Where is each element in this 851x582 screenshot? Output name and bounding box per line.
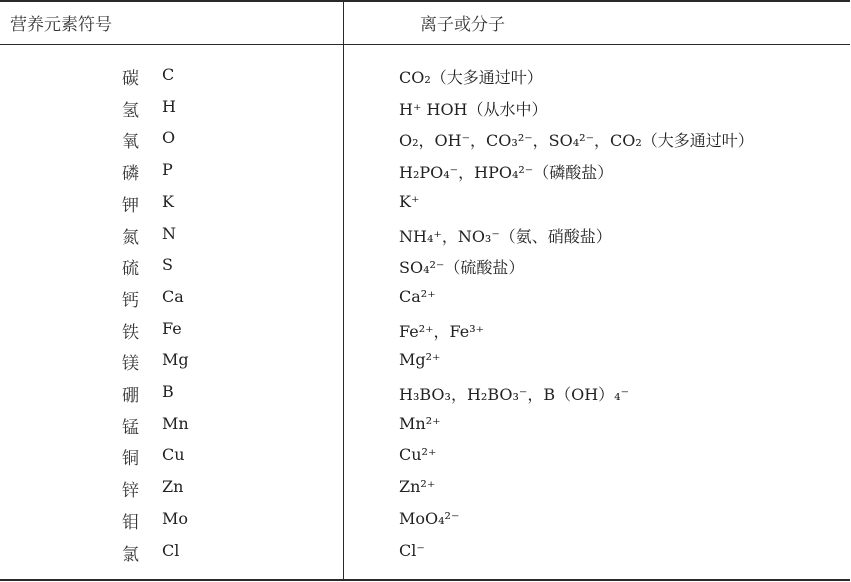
element-chinese-name: 氮 (122, 227, 139, 248)
ion-or-molecule: MoO₄²⁻ (399, 508, 460, 528)
ion-or-molecule: Ca²⁺ (399, 286, 436, 306)
element-symbol: B (162, 382, 174, 401)
element-symbol: Cl (162, 540, 180, 560)
element-chinese-name: 硼 (122, 386, 139, 406)
table-row (0, 536, 850, 567)
table-row (0, 219, 850, 250)
table-row (0, 123, 850, 154)
table-row (0, 504, 850, 535)
ion-or-molecule: SO₄²⁻（硫酸盐） (399, 258, 525, 278)
element-symbol: Cu (162, 445, 185, 465)
header-species: 离子或分子 (420, 15, 505, 35)
ion-or-molecule: O₂，OH⁻，CO₃²⁻，SO₄²⁻，CO₂（大多通过叶） (399, 131, 754, 151)
header-element: 营养元素符号 (10, 15, 112, 35)
table-row (0, 250, 850, 281)
header-divider (0, 44, 850, 45)
table-row (0, 314, 850, 345)
element-chinese-name: 铜 (122, 449, 139, 470)
element-chinese-name: 氧 (122, 132, 139, 153)
element-symbol: O (162, 128, 176, 148)
table-row (0, 345, 850, 376)
table-row (0, 92, 850, 123)
element-symbol: C (162, 65, 175, 84)
element-symbol: Fe (162, 318, 182, 338)
element-chinese-name: 磷 (122, 164, 139, 185)
ion-or-molecule: Zn²⁺ (399, 477, 436, 497)
element-symbol: Zn (162, 477, 184, 497)
table-row (0, 155, 850, 186)
ion-or-molecule: Fe²⁺，Fe³⁺ (399, 321, 485, 341)
element-symbol: S (162, 255, 173, 275)
element-symbol: H (162, 96, 176, 116)
element-chinese-name: 镁 (122, 354, 139, 375)
ion-or-molecule: Mg²⁺ (399, 350, 441, 370)
element-symbol: Ca (162, 286, 184, 306)
element-symbol: P (162, 160, 173, 180)
element-symbol: Mo (162, 508, 189, 528)
ion-or-molecule: NH₄⁺，NO₃⁻（氨、硝酸盐） (399, 226, 612, 246)
ion-or-molecule: K⁺ (399, 191, 420, 211)
element-chinese-name: 锰 (122, 417, 139, 438)
ion-or-molecule: Cl⁻ (399, 540, 425, 560)
table-row (0, 282, 850, 313)
ion-or-molecule: Cu²⁺ (399, 445, 437, 465)
element-symbol: K (162, 191, 174, 211)
table-row (0, 60, 850, 91)
element-symbol: Mn (162, 413, 189, 433)
element-chinese-name: 铁 (122, 322, 139, 343)
ion-or-molecule: CO₂（大多通过叶） (399, 68, 543, 87)
element-chinese-name: 氯 (122, 544, 139, 565)
ion-or-molecule: Mn²⁺ (399, 413, 441, 433)
element-symbol: N (162, 223, 176, 243)
table-row (0, 187, 850, 218)
element-chinese-name: 碳 (122, 69, 139, 89)
table-row (0, 472, 850, 503)
element-chinese-name: 钙 (122, 290, 139, 311)
element-chinese-name: 钼 (122, 512, 139, 533)
element-chinese-name: 氢 (122, 100, 139, 121)
element-symbol: Mg (162, 350, 189, 370)
ion-or-molecule: H₃BO₃，H₂BO₃⁻，B（OH）₄⁻ (399, 385, 630, 404)
ion-or-molecule: H₂PO₄⁻，HPO₄²⁻（磷酸盐） (399, 163, 614, 183)
element-chinese-name: 钾 (122, 195, 139, 216)
table-row (0, 440, 850, 471)
table-row (0, 377, 850, 408)
ion-or-molecule: H⁺ HOH（从水中） (399, 99, 548, 119)
element-chinese-name: 锌 (122, 481, 139, 502)
table-row (0, 409, 850, 440)
element-chinese-name: 硫 (122, 259, 139, 280)
